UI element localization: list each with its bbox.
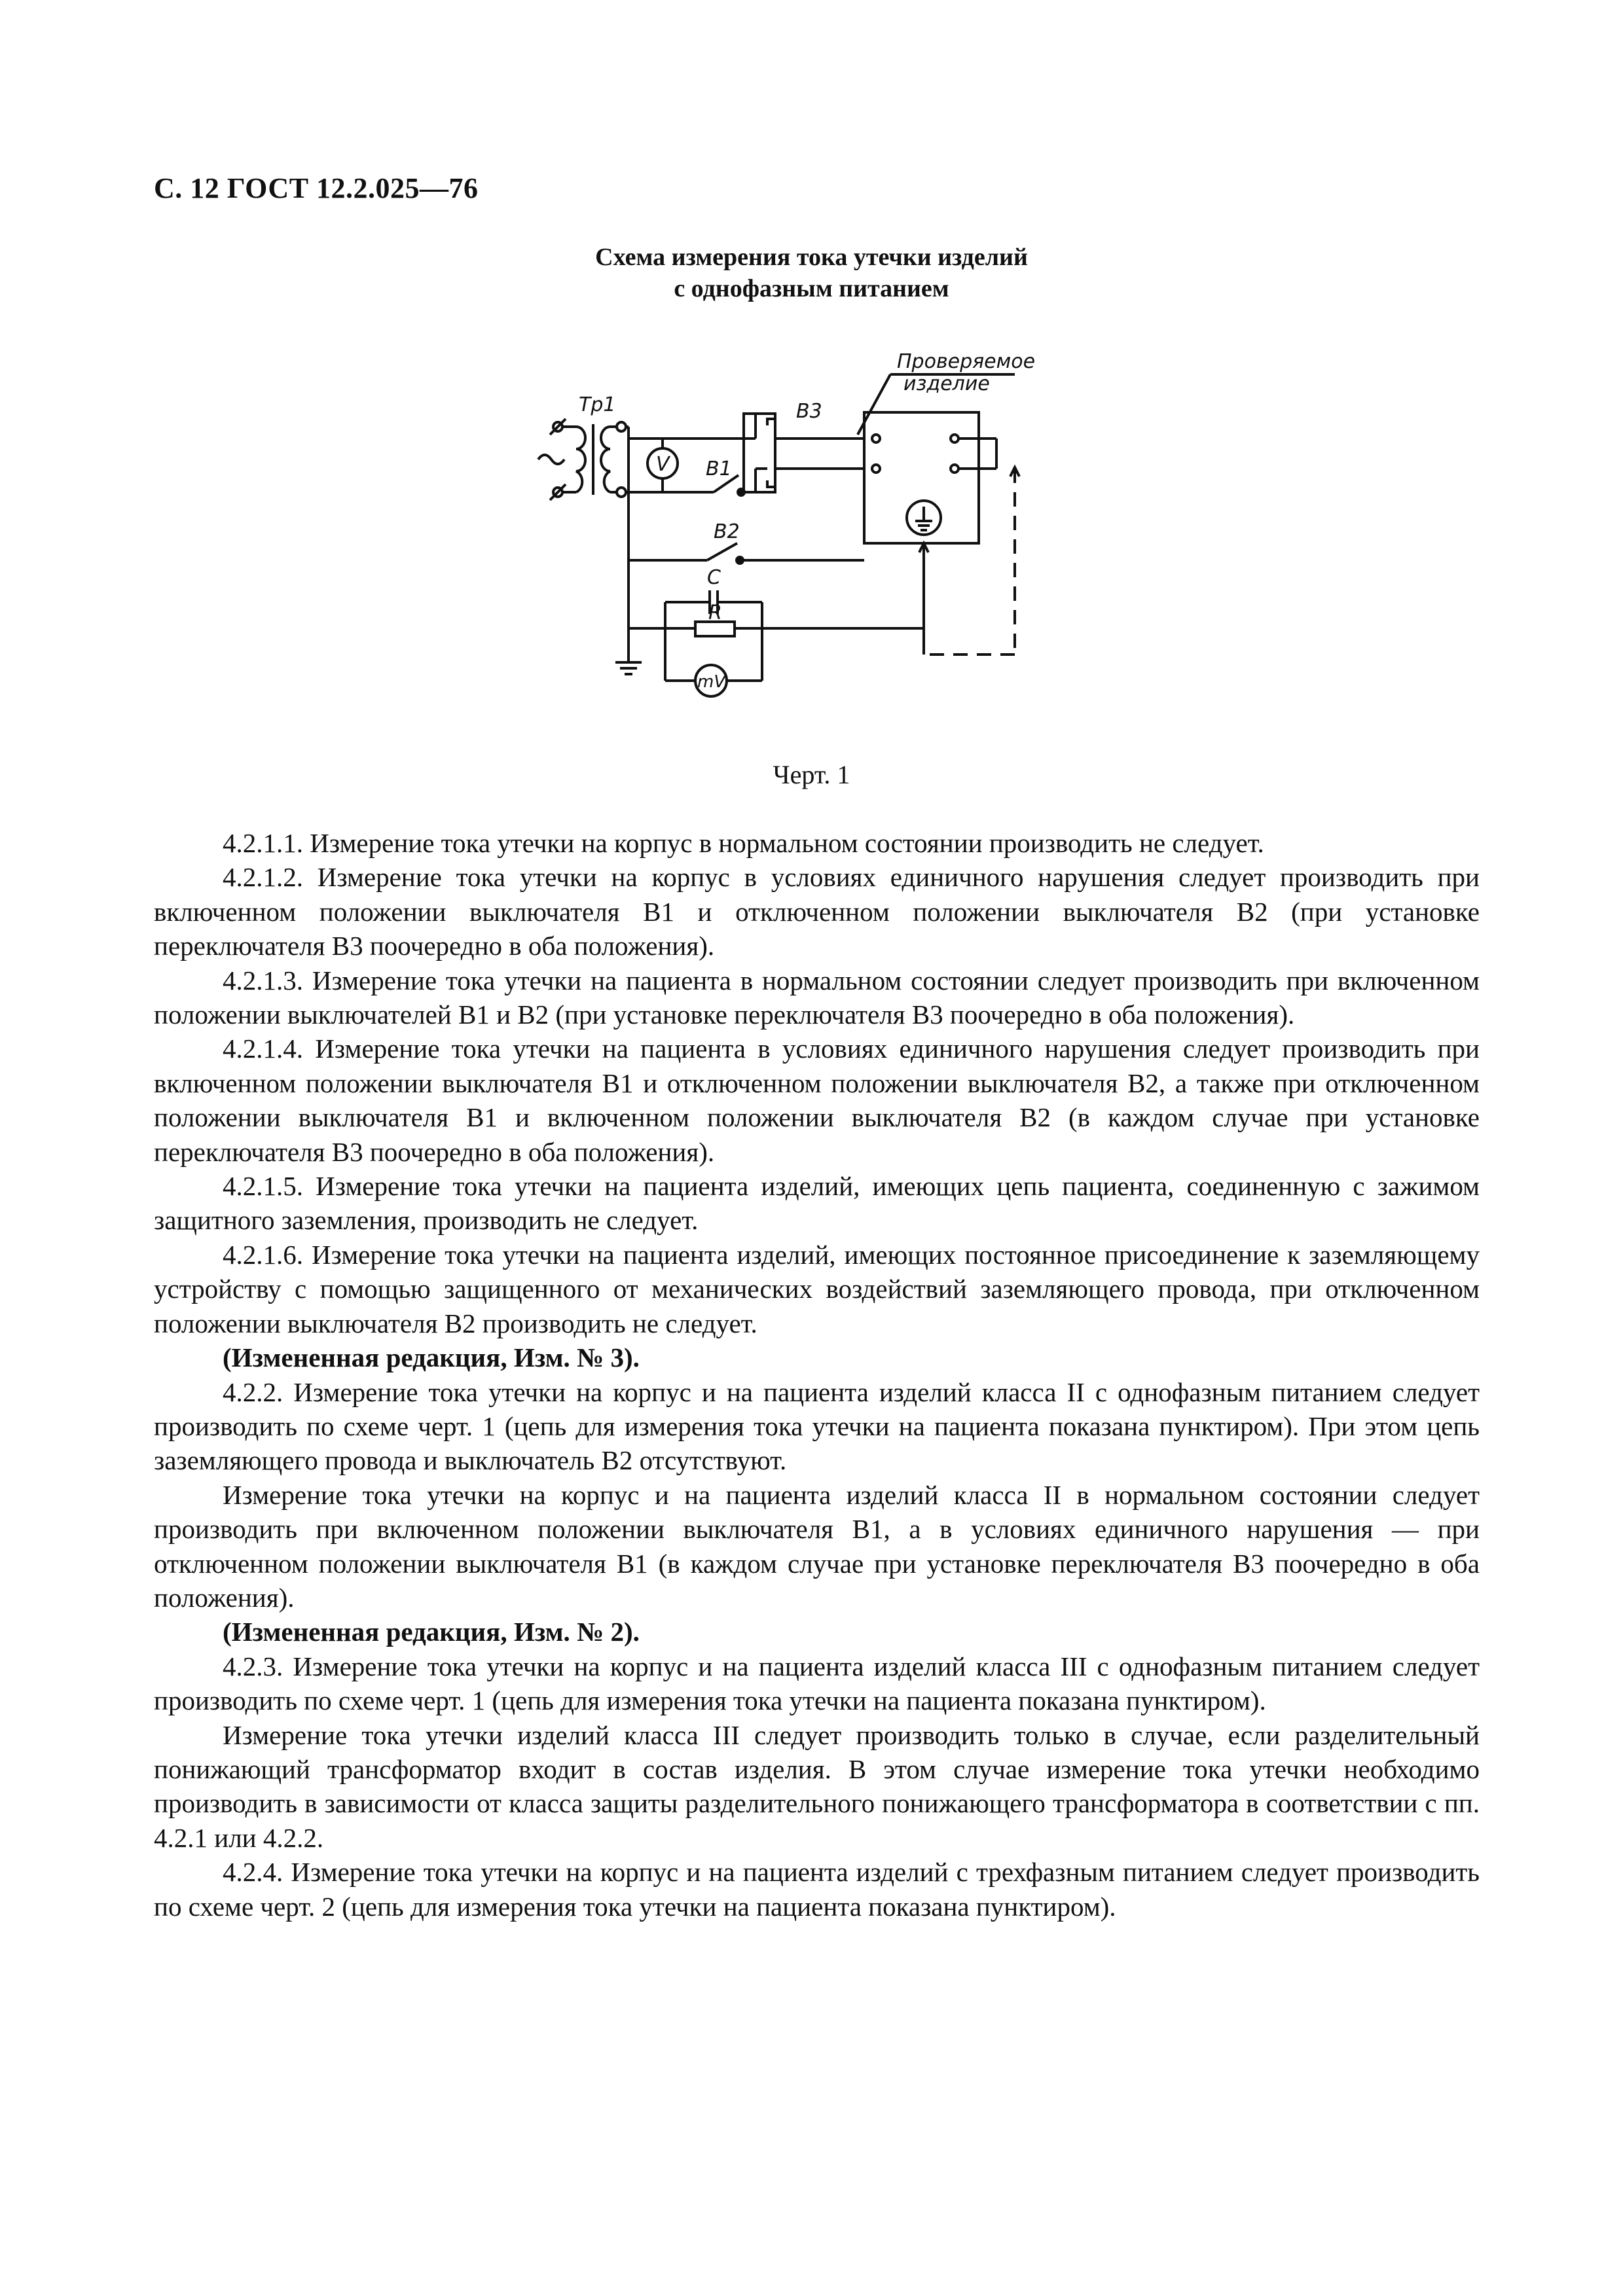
switch-b3-body [744,414,775,492]
paragraph-4-2-4: 4.2.4. Измерение тока утечки на корпус и на пациента изделий с трехфазным питанием следует производить по схеме черт. 2 (цепь для измерения тока утечки на пациента показана пунктиром). [154,1857,1480,1922]
secondary-terminal-top [617,422,626,431]
paragraph-class-ii: Измерение тока утечки на корпус и на пациента изделий класса II в нормальном состоянии следует производить при включенном положении выключателя В1, а в условиях единичного нарушения — при отключенном положении выключателя В1 (в каждом случае при установке переключателя В3 поочередно в оба положения). [154,1479,1480,1613]
patient-circuit-dashed [924,469,1015,655]
label-tested-device-line2: изделие [903,372,990,395]
figure-title-line1: Схема измерения тока утечки изделий [595,243,1028,271]
amendment-note-2: (Измененная редакция, Изм. № 2). [223,1617,640,1647]
label-millivoltmeter: mV [697,672,726,692]
document-body [154,826,1480,1924]
label-voltmeter: V [656,453,670,476]
paragraph-4-2-1-4: 4.2.1.4. Измерение тока утечки на пациента в условиях единичного нарушения следует производить при включенном положении выключателя В1 и отключенном положении выключателя В2, а также при отключенном положении выключателя В1 и включенном положении выключателя В2 (в каждом случае при установке переключателя В3 поочередно в оба положения). [154,1033,1480,1167]
secondary-terminal-bottom [617,488,626,497]
leakage-current-circuit-diagram [511,340,1100,746]
paragraph-4-2-1-2: 4.2.1.2. Измерение тока утечки на корпус в условиях единичного нарушения следует производить при включенном положении выключателя В1 и отключенном положении выключателя В2 (при установке переключателя В3 поочередно в оба положения). [154,862,1480,961]
paragraph-4-2-1-6: 4.2.1.6. Измерение тока утечки на пациента изделий, имеющих постоянное присоединение к заземляющему устройству с помощью защищенного от механических воздействий заземляющего провода, при отключенном положении выключателя В2 производить не следует. [154,1239,1480,1338]
ac-source-symbol [538,455,564,464]
page-header: С. 12 ГОСТ 12.2.025—76 [154,172,479,204]
label-capacitor: С [707,566,721,589]
paragraph-4-2-2: 4.2.2. Измерение тока утечки на корпус и на пациента изделий класса II с однофазным питанием следует производить по схеме черт. 1 (цепь для измерения тока утечки на пациента показана пунктиром). При этом цепь заземляющего провода и выключатель В2 отсутствуют. [154,1376,1480,1476]
label-resistor: R [708,601,722,624]
paragraph-4-2-1-5: 4.2.1.5. Измерение тока утечки на пациента изделий, имеющих цепь пациента, соединенную с зажимом защитного заземления, производить не следует. [154,1171,1480,1236]
label-switch-b2: В2 [714,520,740,543]
paragraph-4-2-1-1: 4.2.1.1. Измерение тока утечки на корпус в нормальном состоянии производить не следует. [223,828,1264,858]
label-tested-device-line1: Проверяемое [897,350,1036,373]
amendment-note-3: (Измененная редакция, Изм. № 3). [223,1342,640,1373]
label-switch-b1: В1 [706,457,732,480]
tested-device-box [864,412,979,543]
figure-caption: Черт. 1 [773,760,850,789]
figure-title-line2: с однофазным питанием [674,275,949,302]
paragraph-4-2-1-3: 4.2.1.3. Измерение тока утечки на пациента в нормальном состоянии следует производить при включенном положении выключателей В1 и В2 (при установке переключателя В3 поочередно в оба положения). [154,965,1480,1030]
paragraph-4-2-3: 4.2.3. Измерение тока утечки на корпус и на пациента изделий класса III с однофазным питанием следует производить по схеме черт. 1 (цепь для измерения тока утечки на пациента показана пунктиром). [154,1651,1480,1716]
transformer-primary-coil [576,427,585,492]
label-switch-b3: В3 [796,400,822,423]
paragraph-class-iii: Измерение тока утечки изделий класса III следует производить только в случае, если разделительный понижающий трансформатор входит в состав изделия. В этом случае измерение тока утечки необходимо производить в зависимости от класса защиты разделительного понижающего трансформатора в соответствии с пп. 4.2.1 или 4.2.2. [154,1719,1480,1853]
label-transformer: Тр1 [579,393,616,416]
switch-b2-blade [707,543,737,560]
transformer-secondary-coil [601,427,610,492]
